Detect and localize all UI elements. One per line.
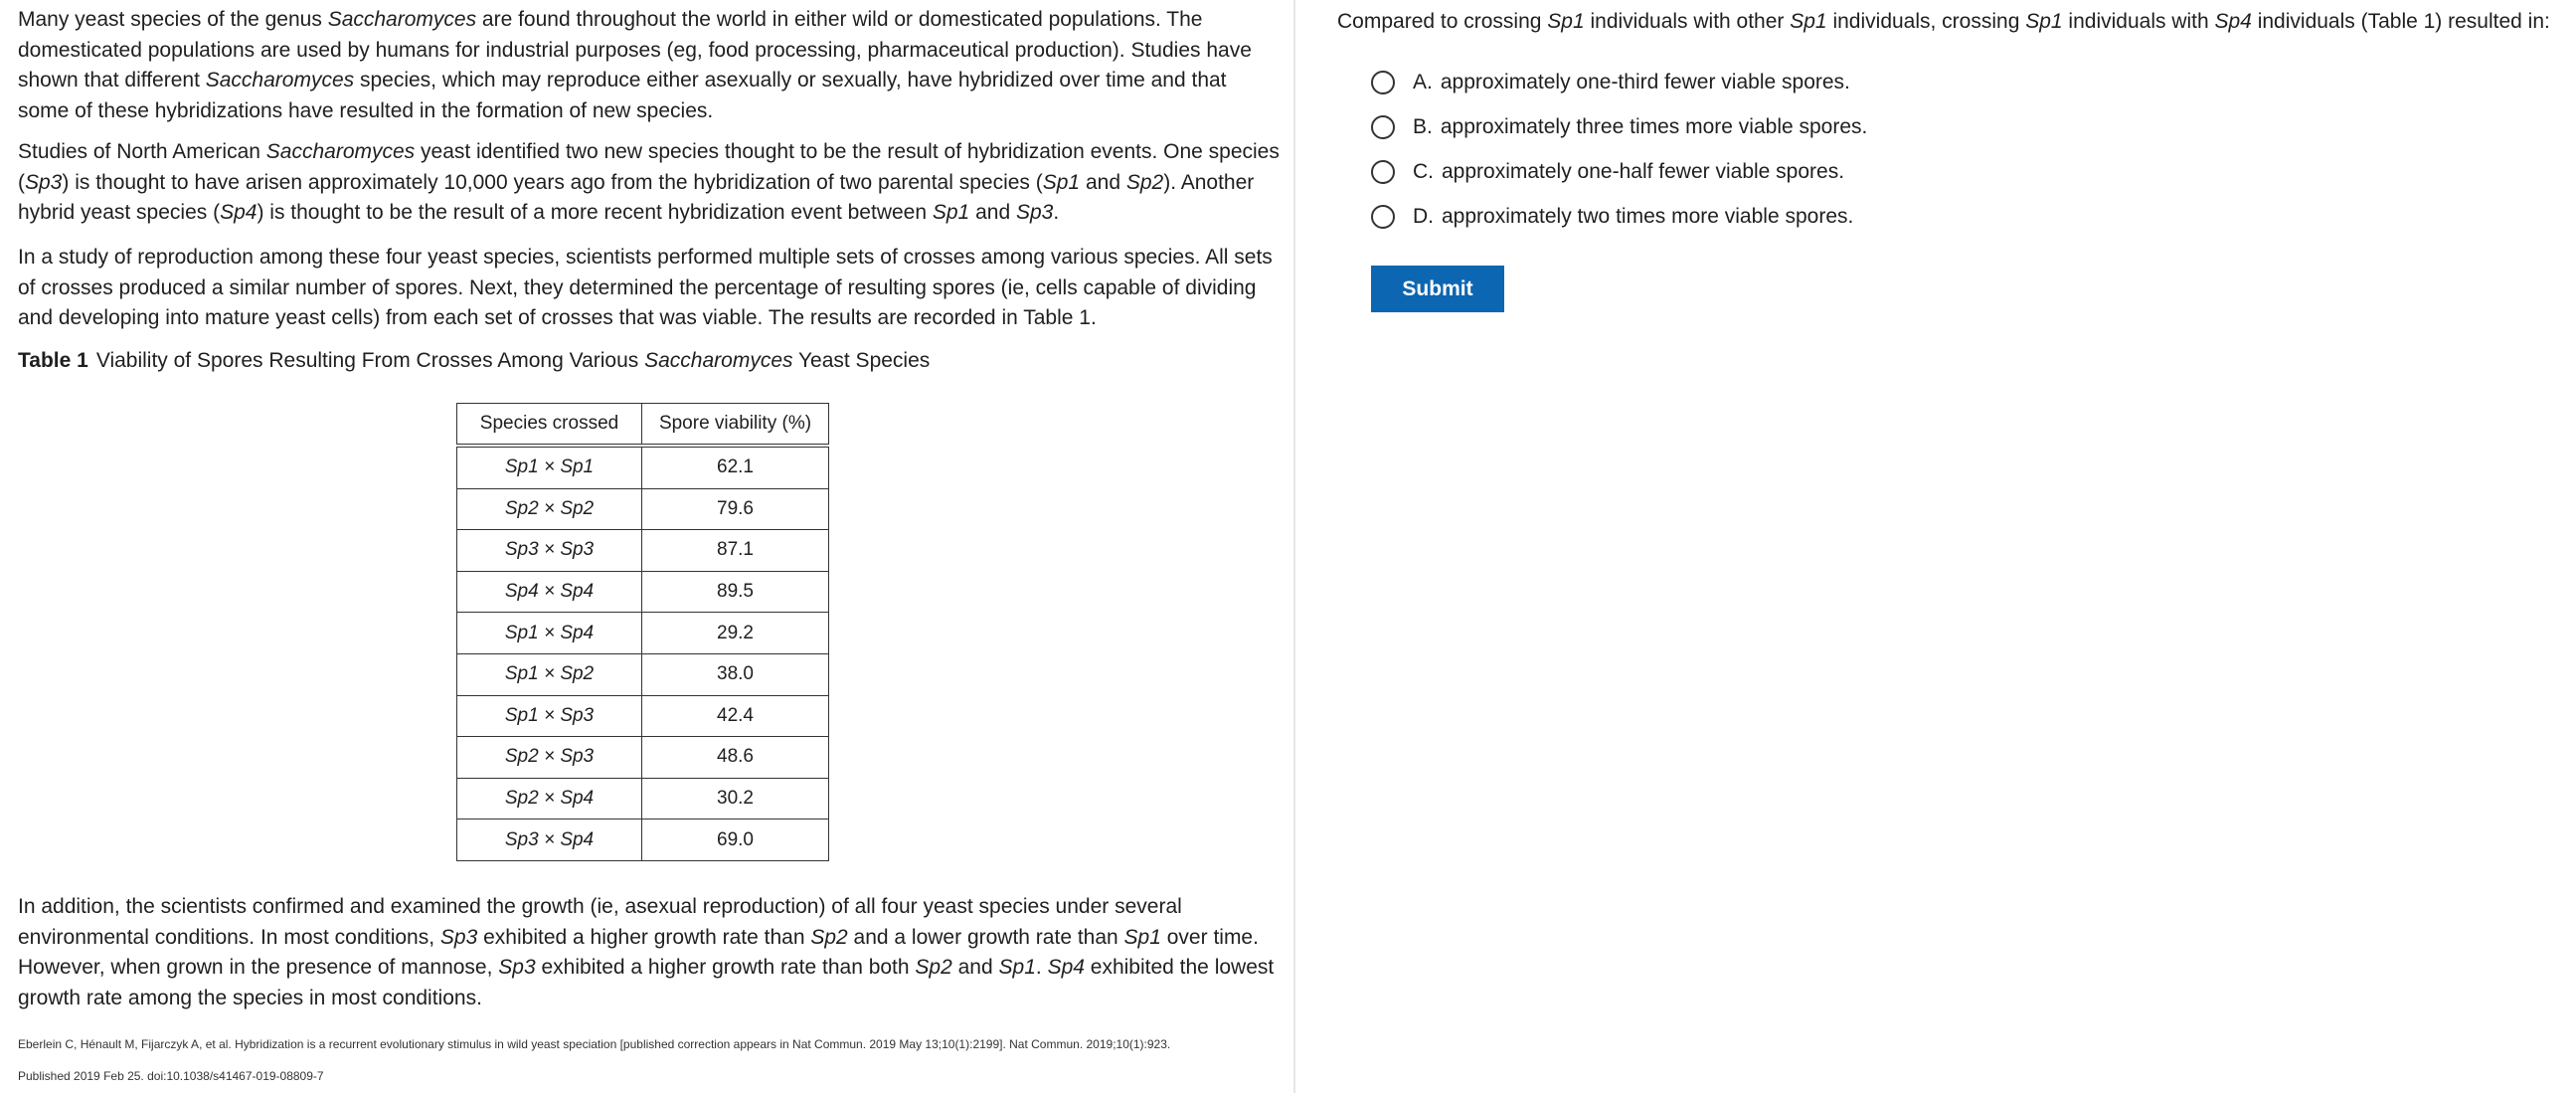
species-cell: Sp4 × Sp4: [457, 571, 642, 613]
table-row: [457, 695, 829, 737]
viability-cell: 48.6: [642, 737, 829, 779]
answer-choice-a[interactable]: [1371, 67, 1850, 98]
species-cell: Sp1 × Sp1: [457, 446, 642, 488]
table-row: [457, 737, 829, 779]
viability-cell: 69.0: [642, 820, 829, 861]
spore-viability-table: [456, 403, 829, 861]
species-cell: Sp2 × Sp2: [457, 488, 642, 530]
viability-cell: 30.2: [642, 778, 829, 820]
choice-letter: A.: [1413, 71, 1433, 93]
species-cell: Sp3 × Sp3: [457, 530, 642, 572]
passage-paragraph-1: Many yeast species of the genus Saccharomyces are found throughout the world in either wild or domesticated populations. The domesticated populations are used by humans for industrial purposes (eg, food processing, pharmaceutical production). Studies have shown that different Saccharomyces species, which may reproduce either asexually or sexually, have hybridized over time and that some of these hybridizations have resulted in the formation of new species.: [18, 8, 1252, 122]
radio-button-icon[interactable]: [1371, 115, 1395, 139]
table-header-row: [457, 404, 829, 447]
species-cell: Sp1 × Sp3: [457, 695, 642, 737]
radio-button-icon[interactable]: [1371, 71, 1395, 94]
table-row: [457, 446, 829, 488]
table-caption: [18, 346, 930, 376]
passage-paragraph-2: Studies of North American Saccharomyces yeast identified two new species thought to be the result of hybridization events. One species (Sp3) is thought to have arisen approximately 10,000 years ago from the hybridization of two parental species (Sp1 and Sp2). Another hybrid yeast species (Sp4) is thought to be the result of a more recent hybridization event between Sp1 and Sp3.: [18, 140, 1280, 224]
citation-reference: Eberlein C, Hénault M, Fijarczyk A, et al. Hybridization is a recurrent evolutionary stimulus in wild yeast speciation [published correction appears in Nat Commun. 2019 May 13;10(1):2199]. Nat Commun. 2019;10(1):923.: [18, 1037, 1171, 1051]
passage-paragraph-4: In addition, the scientists confirmed and examined the growth (ie, asexual reproduction) of all four yeast species under several environmental conditions. In most conditions, Sp3 exhibited a higher growth rate than Sp2 and a lower growth rate than Sp1 over time. However, when grown in the presence of mannose, Sp3 exhibited a higher growth rate than both Sp2 and Sp1. Sp4 exhibited the lowest growth rate among the species in most conditions.: [18, 895, 1275, 1009]
answer-choice-b[interactable]: [1371, 111, 1867, 143]
species-cell: Sp2 × Sp3: [457, 737, 642, 779]
species-cell: Sp1 × Sp4: [457, 613, 642, 654]
radio-button-icon[interactable]: [1371, 205, 1395, 229]
table-row: [457, 778, 829, 820]
choice-text: approximately two times more viable spores.: [1442, 205, 1854, 228]
viability-cell: 89.5: [642, 571, 829, 613]
table-row: [457, 530, 829, 572]
table-row: [457, 613, 829, 654]
table-row: [457, 653, 829, 695]
citation-published: Published 2019 Feb 25. doi:10.1038/s41467-019-08809-7: [18, 1069, 324, 1083]
choice-letter: B.: [1413, 115, 1433, 138]
table-row: [457, 571, 829, 613]
column-header-species: Species crossed: [457, 404, 642, 447]
question-stem: Compared to crossing Sp1 individuals with other Sp1 individuals, crossing Sp1 individuals with Sp4 individuals (Table 1) resulted in:: [1337, 10, 2550, 33]
species-cell: Sp3 × Sp4: [457, 820, 642, 861]
choice-text: approximately three times more viable spores.: [1440, 115, 1868, 138]
viability-cell: 62.1: [642, 446, 829, 488]
passage-paragraph-3: In a study of reproduction among these four yeast species, scientists performed multiple sets of crosses among various species. All sets of crosses produced a similar number of spores. Next, they determined the percentage of resulting spores (ie, cells capable of dividing and developing into mature yeast cells) from each set of crosses that was viable. The results are recorded in Table 1.: [18, 246, 1273, 329]
species-cell: Sp1 × Sp2: [457, 653, 642, 695]
question-pane: [1297, 0, 2576, 1093]
choice-text: approximately one-half fewer viable spores.: [1442, 160, 1845, 183]
choice-letter: D.: [1413, 205, 1434, 228]
radio-button-icon[interactable]: [1371, 160, 1395, 184]
column-header-viability: Spore viability (%): [642, 404, 829, 447]
answer-choice-d[interactable]: [1371, 201, 1853, 233]
answer-choice-c[interactable]: [1371, 156, 1844, 188]
table-label: Table 1: [18, 349, 88, 372]
viability-cell: 38.0: [642, 653, 829, 695]
choice-text: approximately one-third fewer viable spores.: [1440, 71, 1850, 93]
viability-cell: 87.1: [642, 530, 829, 572]
choice-letter: C.: [1413, 160, 1434, 183]
species-cell: Sp2 × Sp4: [457, 778, 642, 820]
submit-button[interactable]: Submit: [1371, 266, 1504, 312]
table-row: [457, 488, 829, 530]
viability-cell: 42.4: [642, 695, 829, 737]
viability-cell: 29.2: [642, 613, 829, 654]
table-title: Viability of Spores Resulting From Crosses Among Various Saccharomyces Yeast Species: [95, 349, 931, 372]
viability-cell: 79.6: [642, 488, 829, 530]
table-row: [457, 820, 829, 861]
